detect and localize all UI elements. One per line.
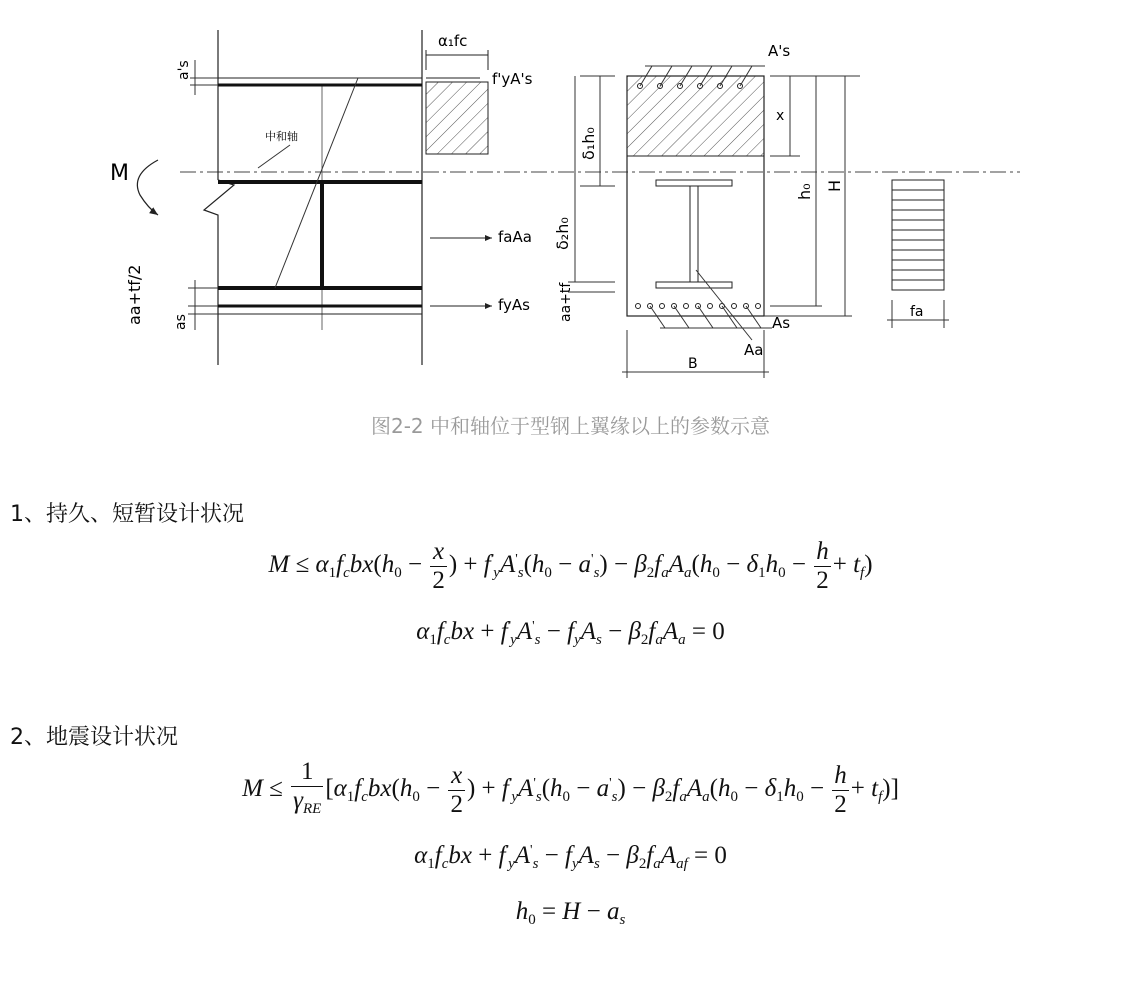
section-heading-persistent: 1、持久、短暂设计状况 — [10, 502, 244, 527]
fa-label: fa — [910, 304, 924, 320]
neutral-axis-label: 中和轴 — [265, 130, 298, 143]
equation-5: $h_0 = H - a_s$ — [515, 898, 626, 928]
equation-2: $\alpha_1f_cbx + f'_yA'_s - f_yA_s - \beta_2f_aA_a = 0$ — [416, 618, 725, 648]
fyas-label: fyAs — [498, 296, 530, 314]
as-left-label: as — [173, 314, 189, 330]
as-prime-left-label: a's — [176, 60, 192, 80]
equation-3: M ≤ $\frac{1}{\gamma_{RE}}$ [$\alpha_1f_cbx(h_0$ − $\frac{x}{2}$ ) + $f'_yA'_s(h_0 - a'_s) - \beta_2f_aA_a(h_0 - \delta_1h_0$ − $\frac{h}{2}$ + $t_f$)] — [0, 758, 1141, 823]
cross-section-diagram — [100, 10, 1040, 400]
side-elevation — [110, 30, 422, 365]
x-label: x — [776, 108, 785, 124]
aa-tf-label: aa+tf — [558, 282, 574, 322]
delta1h0-label: δ₁h₀ — [579, 127, 598, 160]
steel-stress-diagram — [887, 180, 949, 328]
equation-4: $\alpha_1f_cbx + f'_yA'_s - f_yA_s - \beta_2f_aA_{af} = 0$ — [414, 842, 727, 872]
cross-section — [553, 42, 860, 378]
aa-tf2-label: aa+tf/2 — [125, 264, 144, 325]
as-prime-label: A's — [768, 42, 791, 60]
section-heading-seismic: 2、地震设计状况 — [10, 725, 178, 750]
aa-label: Aa — [744, 341, 764, 359]
h0-label: h₀ — [795, 183, 814, 200]
equation-1: $M \le \alpha_1f_cbx(h_0$ − $\frac{x}{2}$ ) + $f'_yA'_s(h_0 - a'_s) - \beta_2f_aA_a(h_0 - \delta_1h_0$ − $\frac{h}{2}$ + $t_f$) — [268, 538, 873, 594]
alpha1fc-label: α₁fc — [438, 32, 468, 50]
fyas-prime-label: f'yA's — [492, 70, 533, 88]
stress-block — [426, 32, 533, 314]
B-label: B — [688, 356, 698, 372]
H-label: H — [825, 179, 844, 192]
figure-caption: 图2-2 中和轴位于型钢上翼缘以上的参数示意 — [370, 414, 771, 438]
moment-label: M — [110, 161, 129, 186]
faaa-label: faAa — [498, 228, 532, 246]
delta2h0-label: δ₂h₀ — [553, 217, 572, 250]
as-label: As — [772, 314, 791, 332]
